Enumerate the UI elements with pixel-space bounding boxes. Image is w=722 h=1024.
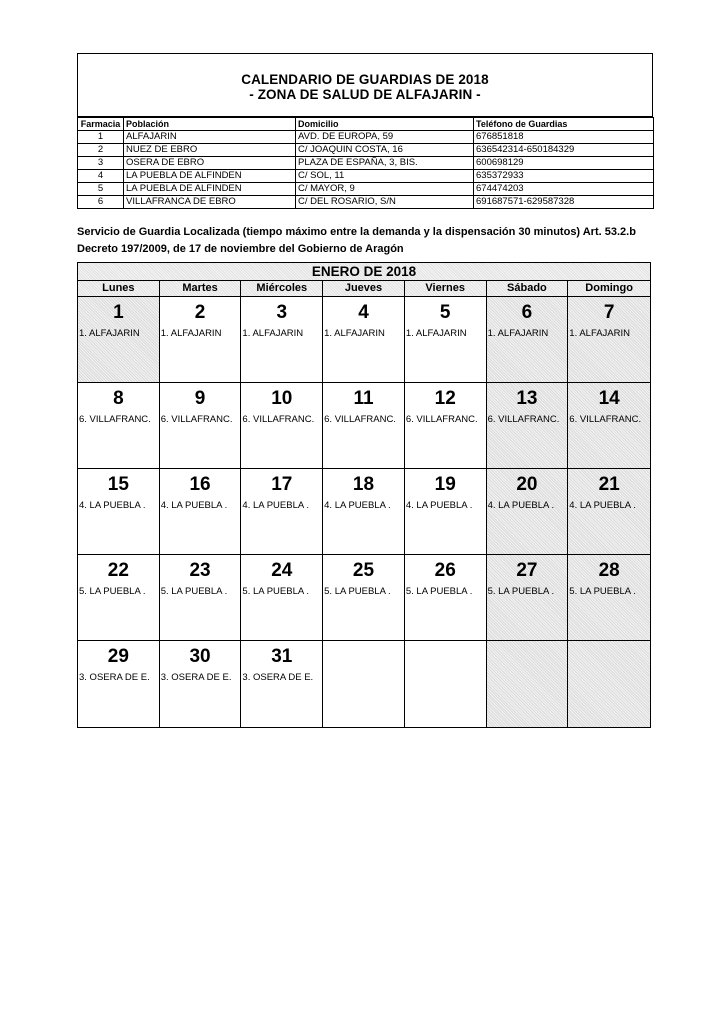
cell-farmacia: 6	[78, 196, 124, 209]
day-number: 21	[598, 474, 620, 495]
cell-telefono: 600698129	[474, 157, 654, 170]
calendar-day-cell	[160, 383, 242, 469]
calendar-day-cell	[568, 297, 650, 383]
cell-domicilio: C/ JOAQUIN COSTA, 16	[296, 144, 474, 157]
on-duty-pharmacy: 6. VILLAFRANC.	[79, 414, 151, 425]
day-number: 12	[434, 388, 456, 409]
calendar-day-cell	[487, 383, 569, 469]
cell-domicilio: C/ DEL ROSARIO, S/N	[296, 196, 474, 209]
service-note-line2: Decreto 197/2009, de 17 de noviembre del Gobierno de Aragón	[77, 243, 404, 255]
calendar-day-cell	[323, 469, 405, 555]
day-name-header: Miércoles	[241, 281, 323, 297]
day-number: 11	[353, 388, 374, 409]
day-number: 7	[603, 302, 615, 323]
on-duty-pharmacy: 1. ALFAJARIN	[160, 328, 222, 339]
on-duty-pharmacy: 3. OSERA DE E.	[242, 672, 314, 683]
col-header-poblacion: Población	[124, 118, 296, 131]
cell-farmacia: 3	[78, 157, 124, 170]
day-number: 14	[598, 388, 620, 409]
on-duty-pharmacy: 4. LA PUEBLA .	[160, 500, 228, 511]
table-row	[78, 157, 654, 170]
col-header-domicilio: Domicilio	[296, 118, 474, 131]
calendar-day-cell	[323, 555, 405, 641]
day-number: 1	[113, 302, 124, 323]
calendar-day-cell	[568, 383, 650, 469]
day-number: 20	[516, 474, 538, 495]
day-number: 26	[434, 560, 456, 581]
pharmacy-table	[77, 117, 654, 209]
day-number: 19	[434, 474, 456, 495]
cell-farmacia: 4	[78, 170, 124, 183]
day-number: 27	[516, 560, 538, 581]
day-number: 9	[194, 388, 206, 409]
on-duty-pharmacy: 5. LA PUEBLA .	[160, 586, 228, 597]
on-duty-pharmacy: 1. ALFAJARIN	[242, 328, 304, 339]
calendar-day-cell	[487, 641, 569, 727]
calendar-grid	[78, 297, 650, 727]
cell-domicilio: C/ SOL, 11	[296, 170, 474, 183]
on-duty-pharmacy: 4. LA PUEBLA .	[79, 500, 146, 511]
day-number: 22	[107, 560, 129, 581]
day-number: 30	[189, 646, 211, 667]
on-duty-pharmacy: 5. LA PUEBLA .	[405, 586, 473, 597]
day-number: 4	[358, 302, 369, 323]
day-number: 17	[271, 474, 293, 495]
day-number: 25	[352, 560, 375, 581]
title-box	[77, 53, 653, 117]
pharmacy-table-header	[78, 118, 654, 131]
cell-telefono: 635372933	[474, 170, 654, 183]
cell-telefono: 636542314-650184329	[474, 144, 654, 157]
cell-poblacion: VILLAFRANCA DE EBRO	[124, 196, 296, 209]
calendar-day-cell	[78, 297, 160, 383]
on-duty-pharmacy: 1. ALFAJARIN	[79, 328, 140, 339]
calendar-day-cell	[568, 555, 650, 641]
on-duty-pharmacy: 6. VILLAFRANC.	[405, 414, 478, 425]
day-number: 31	[271, 646, 293, 667]
col-header-telefono: Teléfono de Guardias	[474, 118, 654, 131]
table-row	[78, 131, 654, 144]
day-number: 16	[189, 474, 211, 495]
day-number: 18	[352, 474, 375, 495]
service-note-line1: Servicio de Guardia Localizada (tiempo máximo entre la demanda y la dispensación 30 minutos) Art. 53.2.b	[77, 226, 636, 238]
calendar-day-cell	[405, 469, 487, 555]
calendar-day-cell	[78, 641, 160, 727]
calendar-day-cell	[241, 641, 323, 727]
calendar-day-cell	[241, 469, 323, 555]
cell-poblacion: LA PUEBLA DE ALFINDEN	[124, 183, 296, 196]
calendar-day-cell	[160, 469, 242, 555]
cell-farmacia: 5	[78, 183, 124, 196]
calendar-day-cell	[160, 641, 242, 727]
on-duty-pharmacy: 6. VILLAFRANC.	[324, 414, 396, 425]
on-duty-pharmacy: 5. LA PUEBLA .	[79, 586, 146, 597]
cell-telefono: 674474203	[474, 183, 654, 196]
on-duty-pharmacy: 1. ALFAJARIN	[405, 328, 467, 339]
on-duty-pharmacy: 4. LA PUEBLA .	[405, 500, 473, 511]
calendar-day-cell	[405, 297, 487, 383]
table-row	[78, 170, 654, 183]
calendar-day-cell	[323, 297, 405, 383]
on-duty-pharmacy: 5. LA PUEBLA .	[487, 586, 555, 597]
on-duty-pharmacy: 5. LA PUEBLA .	[324, 586, 391, 597]
calendar-day-cell	[405, 555, 487, 641]
calendar-day-cell	[487, 555, 569, 641]
calendar-day-cell	[323, 383, 405, 469]
calendar-day-cell	[568, 469, 650, 555]
on-duty-pharmacy: 4. LA PUEBLA .	[569, 500, 636, 511]
calendar-day-cell	[160, 555, 242, 641]
day-number: 28	[598, 560, 620, 581]
cell-telefono: 676851818	[474, 131, 654, 144]
cell-domicilio: PLAZA DE ESPAÑA, 3, BIS.	[296, 157, 474, 170]
day-name-header: Viernes	[405, 281, 487, 297]
on-duty-pharmacy: 5. LA PUEBLA .	[242, 586, 309, 597]
calendar-day-cell	[78, 469, 160, 555]
calendar-day-cell	[241, 383, 323, 469]
table-row	[78, 196, 654, 209]
calendar-day-cell	[487, 297, 569, 383]
month-calendar	[77, 262, 651, 728]
on-duty-pharmacy: 6. VILLAFRANC.	[569, 414, 642, 425]
cell-poblacion: NUEZ DE EBRO	[124, 144, 296, 157]
cell-domicilio: C/ MAYOR, 9	[296, 183, 474, 196]
day-number: 10	[271, 388, 293, 409]
cell-poblacion: LA PUEBLA DE ALFINDEN	[124, 170, 296, 183]
on-duty-pharmacy: 4. LA PUEBLA .	[324, 500, 391, 511]
calendar-day-cell	[487, 469, 569, 555]
day-number: 29	[107, 646, 129, 667]
table-row	[78, 183, 654, 196]
day-name-header: Lunes	[78, 281, 160, 297]
day-name-header: Jueves	[323, 281, 405, 297]
day-number: 3	[276, 302, 288, 323]
on-duty-pharmacy: 1. ALFAJARIN	[569, 328, 631, 339]
on-duty-pharmacy: 6. VILLAFRANC.	[160, 414, 233, 425]
document-subtitle: - ZONA DE SALUD DE ALFAJARIN -	[249, 87, 481, 102]
day-number: 8	[113, 388, 124, 409]
on-duty-pharmacy: 4. LA PUEBLA .	[242, 500, 309, 511]
on-duty-pharmacy: 1. ALFAJARIN	[324, 328, 385, 339]
calendar-day-cell	[405, 641, 487, 727]
day-number: 24	[271, 560, 293, 581]
on-duty-pharmacy: 5. LA PUEBLA .	[569, 586, 636, 597]
cell-telefono: 691687571-629587328	[474, 196, 654, 209]
day-number: 13	[516, 388, 538, 409]
calendar-day-cell	[78, 555, 160, 641]
day-number: 2	[194, 302, 206, 323]
day-number: 6	[521, 302, 533, 323]
on-duty-pharmacy: 3. OSERA DE E.	[79, 672, 150, 683]
on-duty-pharmacy: 3. OSERA DE E.	[160, 672, 232, 683]
day-number: 23	[189, 560, 211, 581]
calendar-day-cell	[568, 641, 650, 727]
day-name-header: Sábado	[487, 281, 569, 297]
cell-poblacion: ALFAJARIN	[124, 131, 296, 144]
calendar-day-cell	[78, 383, 160, 469]
on-duty-pharmacy: 6. VILLAFRANC.	[487, 414, 560, 425]
on-duty-pharmacy: 1. ALFAJARIN	[487, 328, 549, 339]
day-number: 15	[107, 474, 129, 495]
col-header-farmacia: Farmacia	[78, 118, 124, 131]
month-title: ENERO DE 2018	[78, 263, 650, 281]
calendar-day-cell	[241, 555, 323, 641]
calendar-day-cell	[241, 297, 323, 383]
cell-farmacia: 2	[78, 144, 124, 157]
day-number: 5	[439, 302, 451, 323]
on-duty-pharmacy: 4. LA PUEBLA .	[487, 500, 555, 511]
calendar-day-cell	[405, 383, 487, 469]
day-name-header: Martes	[160, 281, 242, 297]
calendar-day-cell	[323, 641, 405, 727]
cell-farmacia: 1	[78, 131, 124, 144]
document-title: CALENDARIO DE GUARDIAS DE 2018	[241, 72, 489, 87]
calendar-day-cell	[160, 297, 242, 383]
day-names-row	[78, 281, 650, 297]
service-note	[77, 224, 657, 258]
cell-poblacion: OSERA DE EBRO	[124, 157, 296, 170]
on-duty-pharmacy: 6. VILLAFRANC.	[242, 414, 315, 425]
table-row	[78, 144, 654, 157]
day-name-header: Domingo	[568, 281, 650, 297]
cell-domicilio: AVD. DE EUROPA, 59	[296, 131, 474, 144]
